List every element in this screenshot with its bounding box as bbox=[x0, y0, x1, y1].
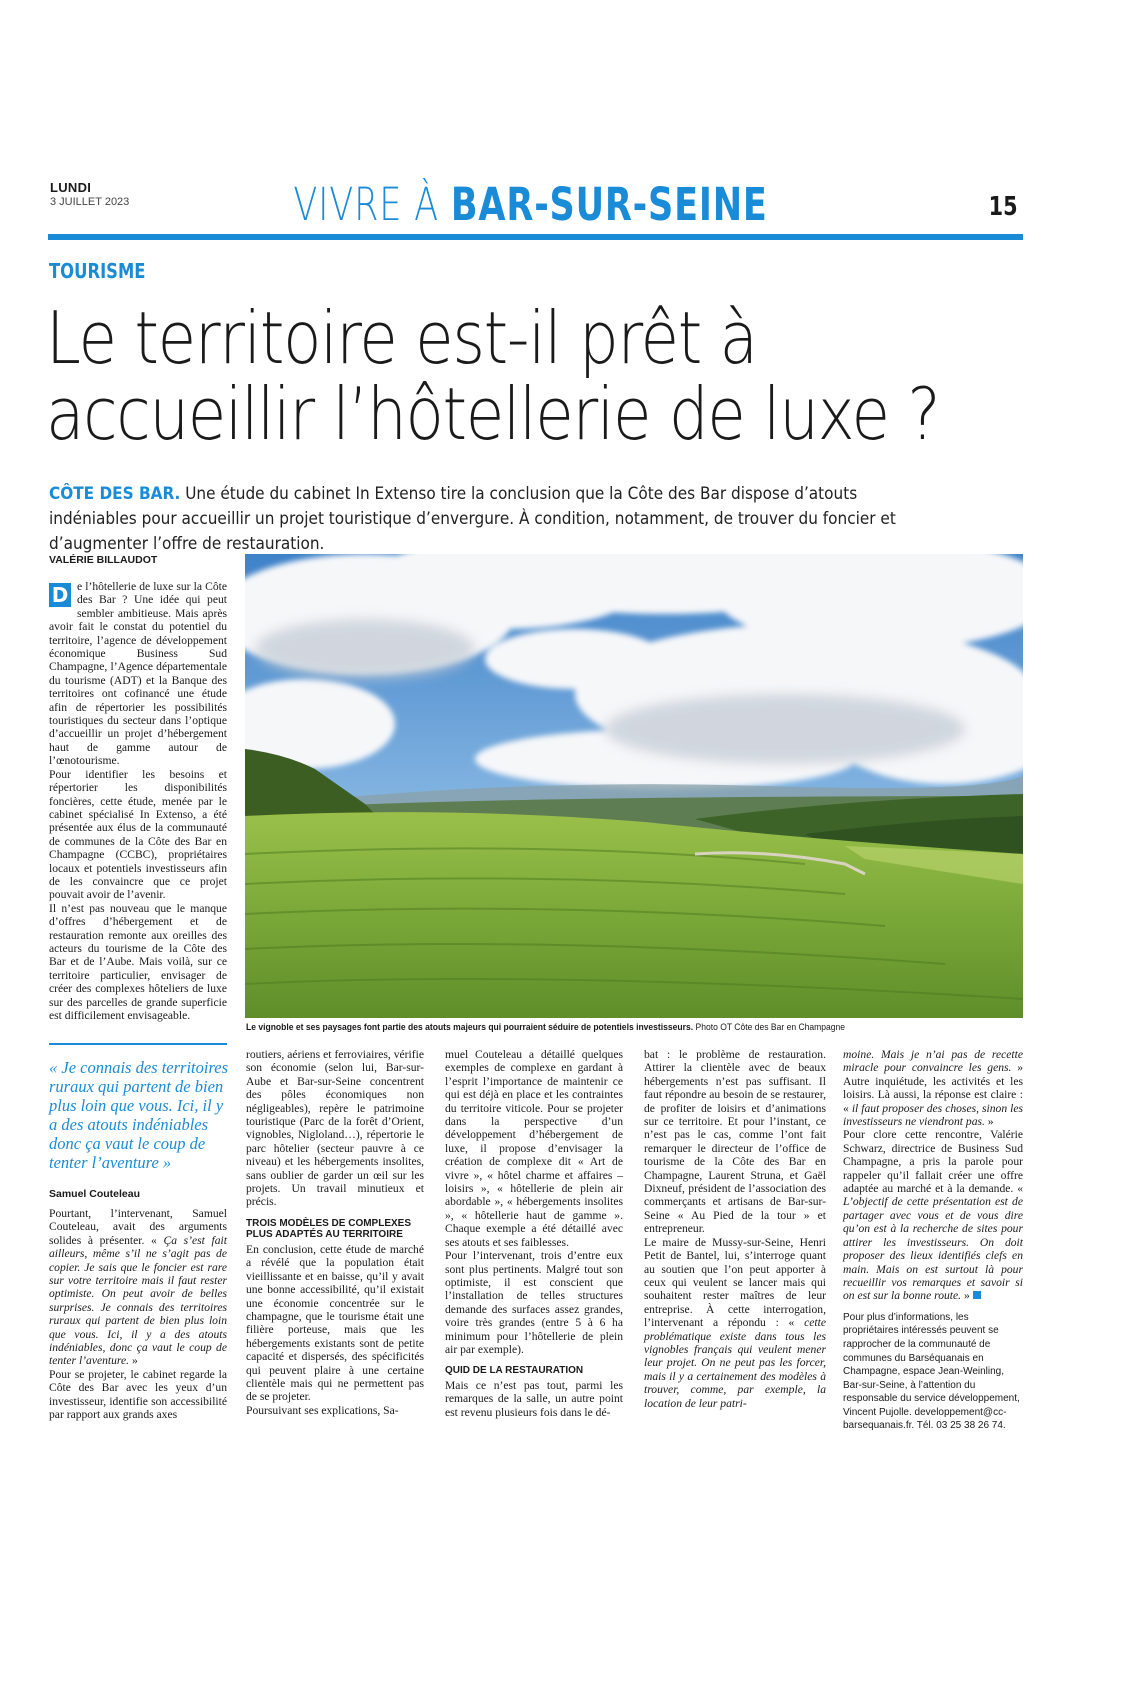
pull-quote-author: Samuel Couteleau bbox=[49, 1188, 141, 1200]
column-2 bbox=[246, 1048, 424, 1417]
paragraph: Pour se projeter, le cabinet regarde la Côte des Bar avec les yeux d’un investisseur, identifie son accessibilité par rapport aux grands axes bbox=[49, 1367, 227, 1422]
standfirst-lead: CÔTE DES BAR. bbox=[49, 484, 181, 504]
paragraph: moine. Mais je n’ai pas de recette miracle pour convaincre les gens. » Autre inquiétude, les activités et les loisirs. Là aussi, la réponse est claire : « il faut proposer des choses, sinon les investisseurs ne viendront pas. » bbox=[843, 1048, 1024, 1129]
article-kicker: TOURISME bbox=[49, 259, 146, 283]
article-standfirst bbox=[49, 482, 949, 557]
end-of-article-square bbox=[973, 1291, 981, 1299]
paragraph: Pour l’intervenant, trois d’entre eux sont plus pertinents. Malgré tout son optimiste, il est conscient que l’installation de telles structures demande des surfaces assez grandes, voire très grandes (entre 5 à 6 ha minimum pour l’hôtellerie de plein air par exemple). bbox=[445, 1249, 623, 1356]
column-4 bbox=[644, 1048, 826, 1410]
paragraph-text: e l’hôtellerie de luxe sur la Côte des Bar ? Une idée qui peut sembler ambitieuse. Mais après avoir fait le constat du potentiel du territoire, l’agence de développement économique Business Sud Champagne, l’Agence départementale du tourisme (ADT) et la Banque des territoires ont cofinancé une étude afin de répertorier les possibilités touristiques du secteur dans l’optique d’accueillir un projet d’hébergement haut de gamme autour de l’œnotourisme. bbox=[49, 580, 227, 768]
paragraph: Pourtant, l’intervenant, Samuel Couteleau, avait des arguments solides à présenter. « Ça s’est fait ailleurs, même s’il ne s’agit pas de copier. Je sais que le foncier est rare sur votre territoire mais il faut rester optimiste. On peut avoir de belles surprises. Je connais des territoires ruraux qui partent de bien plus loin que vous. Ici, il y a des atouts indéniables, donc ça vaut le coup de tenter l’aventure. » bbox=[49, 1207, 227, 1368]
article-headline bbox=[46, 296, 940, 456]
photo-credit: Photo OT Côte des Bar en Champagne bbox=[693, 1022, 846, 1033]
issue-date: 3 JUILLET 2023 bbox=[50, 196, 130, 208]
vineyard-photo bbox=[245, 554, 1023, 1018]
paragraph: Il n’est pas nouveau que le manque d’offres d’hébergement et de restauration remonte aux oreilles des acteurs du tourisme de la Côte des Bar et de l’Aube. Mais voilà, sur ce territoire particulier, envisager de créer des complexes hôteliers de luxe sur des parcelles de grande superficie est difficilement envisageable. bbox=[49, 901, 227, 1022]
section-town: BAR-SUR-SEINE bbox=[450, 178, 768, 231]
vineyard-landscape-image bbox=[245, 554, 1023, 1018]
caption-text: Le vignoble et ses paysages font partie des atouts majeurs qui pourraient séduire de potentiels investisseurs. bbox=[246, 1022, 694, 1033]
column-3 bbox=[445, 1048, 623, 1419]
dropcap: D bbox=[49, 583, 71, 607]
photo-caption bbox=[246, 1022, 946, 1033]
headline-line-1: Le territoire est-il prêt à bbox=[46, 296, 757, 380]
column-1 bbox=[49, 580, 227, 1022]
paragraph: Poursuivant ses explications, Sa- bbox=[246, 1403, 399, 1417]
section-prefix: VIVRE À bbox=[293, 178, 439, 231]
byline: VALÉRIE BILLAUDOT bbox=[49, 554, 158, 566]
paragraph: bat : le problème de restauration. Attirer la clientèle avec de beaux hébergements n’est pas suffisant. Il faut répondre au besoin de se restaurer, de profiter de loisirs et d’animations sur ce territoire. Et pour l’instant, ce n’est pas le cas, comme l’ont fait remarquer le directeur de l’office de tourisme de la Côte des Bar en Champagne, Laurent Struna, et Gaël Dixneuf, président de l’association des commerçants et artisans de Bar-sur-Seine « Au Pied de la tour » et entrepreneur. bbox=[644, 1048, 826, 1236]
info-box: Pour plus d’informations, les propriétaires intéressés peuvent se rapprocher de la communauté de communes du Barséquanais en Champagne, espace Jean-Weinling, Bar-sur-Seine, à l’attention du responsable du service développement, Vincent Pujolle. developpement@cc-barsequanais.fr. Tél. 03 25 38 26 74. bbox=[843, 1311, 1020, 1432]
paragraph: Le maire de Mussy-sur-Seine, Henri Petit de Bantel, lui, s’interroge quant au soutien que l’on peut apporter à ceux qui veulent se lancer mais qui souhaitent rester maîtres de leur entreprise. À cette interrogation, l’intervenant a répondu : « cette problématique existe dans tous les vignobles français qui veulent mener leur projet. On ne peut pas les forcer, mais il y a certainement des modèles à trouver, comme, par exemple, la location de leur patri- bbox=[644, 1235, 826, 1410]
paragraph: Mais ce n’est pas tout, parmi les remarques de la salle, un autre point est revenu plusieurs fois dans le dé- bbox=[445, 1378, 623, 1419]
paragraph bbox=[49, 580, 227, 768]
pull-quote: « Je connais des territoires ruraux qui partent de bien plus loin que vous. Ici, il y a des atouts indéniables donc ça vaut le coup de tenter l’aventure » bbox=[49, 1058, 229, 1172]
masthead-rule bbox=[48, 234, 1023, 240]
paragraph: En conclusion, cette étude de marché a révélé que la population était vieillissante et en baisse, qu’il y avait une bonne accessibilité, qu’il existait une économie concentrée sur le champagne, que le tourisme était une filière porteuse, mais que les hébergements existants sont de petite capacité et dispersés, des spécificités qui peuvent plaire à une certaine clientèle mais qui ne permettent pas de se projeter. bbox=[246, 1242, 424, 1404]
subheading: QUID DE LA RESTAURATION bbox=[445, 1365, 584, 1377]
subheading: TROIS MODÈLES DE COMPLEXES PLUS ADAPTÉS AU TERRITOIRE bbox=[246, 1217, 412, 1241]
column-5 bbox=[843, 1048, 1023, 1433]
standfirst-text: Une étude du cabinet In Extenso tire la conclusion que la Côte des Bar dispose d’atouts indéniables pour accueillir un projet touristique d’envergure. À condition, notamment, de trouver du foncier et d’augmenter l’offre de restauration. bbox=[49, 484, 896, 554]
column-1-bottom bbox=[49, 1207, 227, 1422]
issue-day: LUNDI bbox=[50, 180, 92, 195]
pull-quote-rule bbox=[49, 1043, 227, 1045]
section-title bbox=[117, 178, 945, 231]
paragraph: Pour identifier les besoins et répertorier les disponibilités foncières, cette étude, menée par le cabinet spécialisé In Extenso, a été présentée aux élus de la communauté de communes de la Côte des Bar en Champagne (CCBC), propriétaires locaux et potentiels investisseurs afin de les convaincre que ce projet pouvait avoir de l’avenir. bbox=[49, 767, 227, 902]
paragraph: muel Couteleau a détaillé quelques exemples de complexe en gardant à l’esprit l’importance de maintenir ce qui est déjà en place et les contraintes du territoire viticole. Pour se projeter dans la perspective d’un développement d’hébergement de luxe, il propose d’envisager la création de complexe dit « Art de vivre », « hôtel charme et affaires – loisirs », « hôtellerie de plein air abordable », « hébergements insolites », « hôtellerie haut de gamme ». Chaque exemple a été détaillé avec ses atouts et ses faiblesses. bbox=[445, 1048, 623, 1249]
headline-line-2: accueillir l’hôtellerie de luxe ? bbox=[46, 372, 940, 456]
page-number: 15 bbox=[988, 192, 1018, 222]
paragraph: Pour clore cette rencontre, Valérie Schwarz, directrice de Business Sud Champagne, a pris la parole pour rappeler qu’il fallait créer une offre adaptée au marché et à la demande. « L’objectif de cette présentation est de partager avec vous et de vous dire qu’on est à la recherche de sites pour attirer les investisseurs. On doit proposer des lieux identifiés clefs en main. Mais on est surtout là pour recueillir vos remarques et savoir si on est sur la bonne route. » bbox=[843, 1128, 1023, 1303]
paragraph: routiers, aériens et ferroviaires, vérifie son économie (selon lui, Bar-sur-Aube et Bar-sur-Seine concentrent des pôles économiques non négligeables), repère le patrimoine touristique (Parc de la forêt d’Orient, vignobles, Nigloland…), répertorie le parc hôtelier (secteur pauvre à ce niveau) et les hébergements insolites, sans oublier de garder un œil sur les projets. Un travail minutieux et précis. bbox=[246, 1048, 424, 1209]
